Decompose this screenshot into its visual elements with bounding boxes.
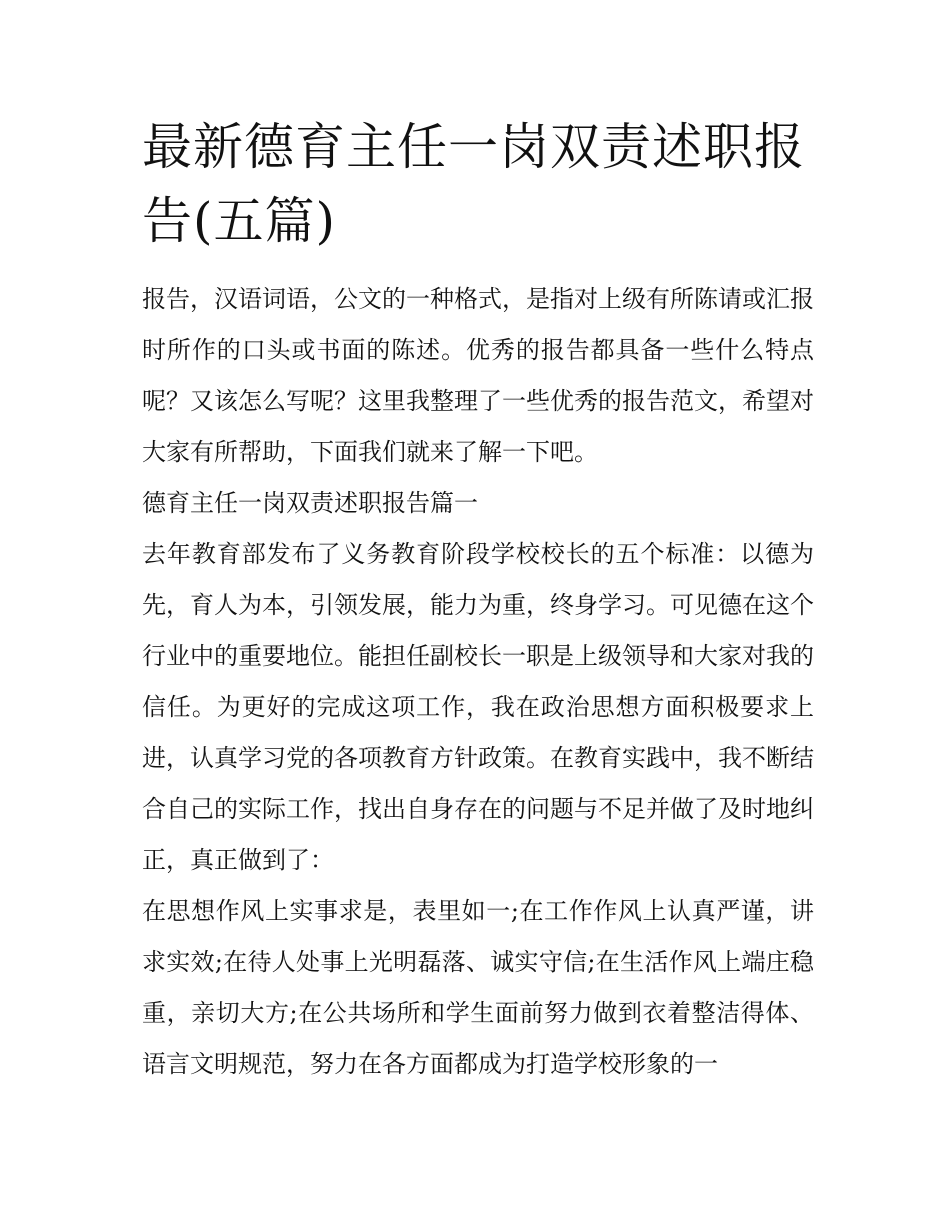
document-body — [142, 110, 814, 1090]
intro-paragraph: 报告，汉语词语，公文的一种格式，是指对上级有所陈请或汇报时所作的口头或书面的陈述。优秀的报告都具备一些什么特点呢？又该怎么写呢？这里我整理了一些优秀的报告范文，希望对大家有所帮助，下面我们就来了解一下吧。 — [142, 285, 814, 466]
section-heading: 德育主任一岗双责述职报告篇一 — [142, 489, 478, 517]
body-paragraph-2: 在思想作风上实事求是，表里如一;在工作作风上认真严谨，讲求实效;在待人处事上光明磊落、诚实守信;在生活作风上端庄稳重，亲切大方;在公共场所和学生面前努力做到衣着整洁得体、语言文明规范，努力在各方面都成为打造学校形象的一 — [142, 897, 814, 1078]
body-paragraph-1: 去年教育部发布了义务教育阶段学校校长的五个标准：以德为先，育人为本，引领发展，能力为重，终身学习。可见德在这个行业中的重要地位。能担任副校长一职是上级领导和大家对我的信任。为更好的完成这项工作，我在政治思想方面积极要求上进，认真学习党的各项教育方针政策。在教育实践中，我不断结合自己的实际工作，找出自身存在的问题与不足并做了及时地纠正，真正做到了： — [142, 540, 814, 874]
document-title: 最新德育主任一岗双责述职报告(五篇) — [142, 118, 805, 250]
